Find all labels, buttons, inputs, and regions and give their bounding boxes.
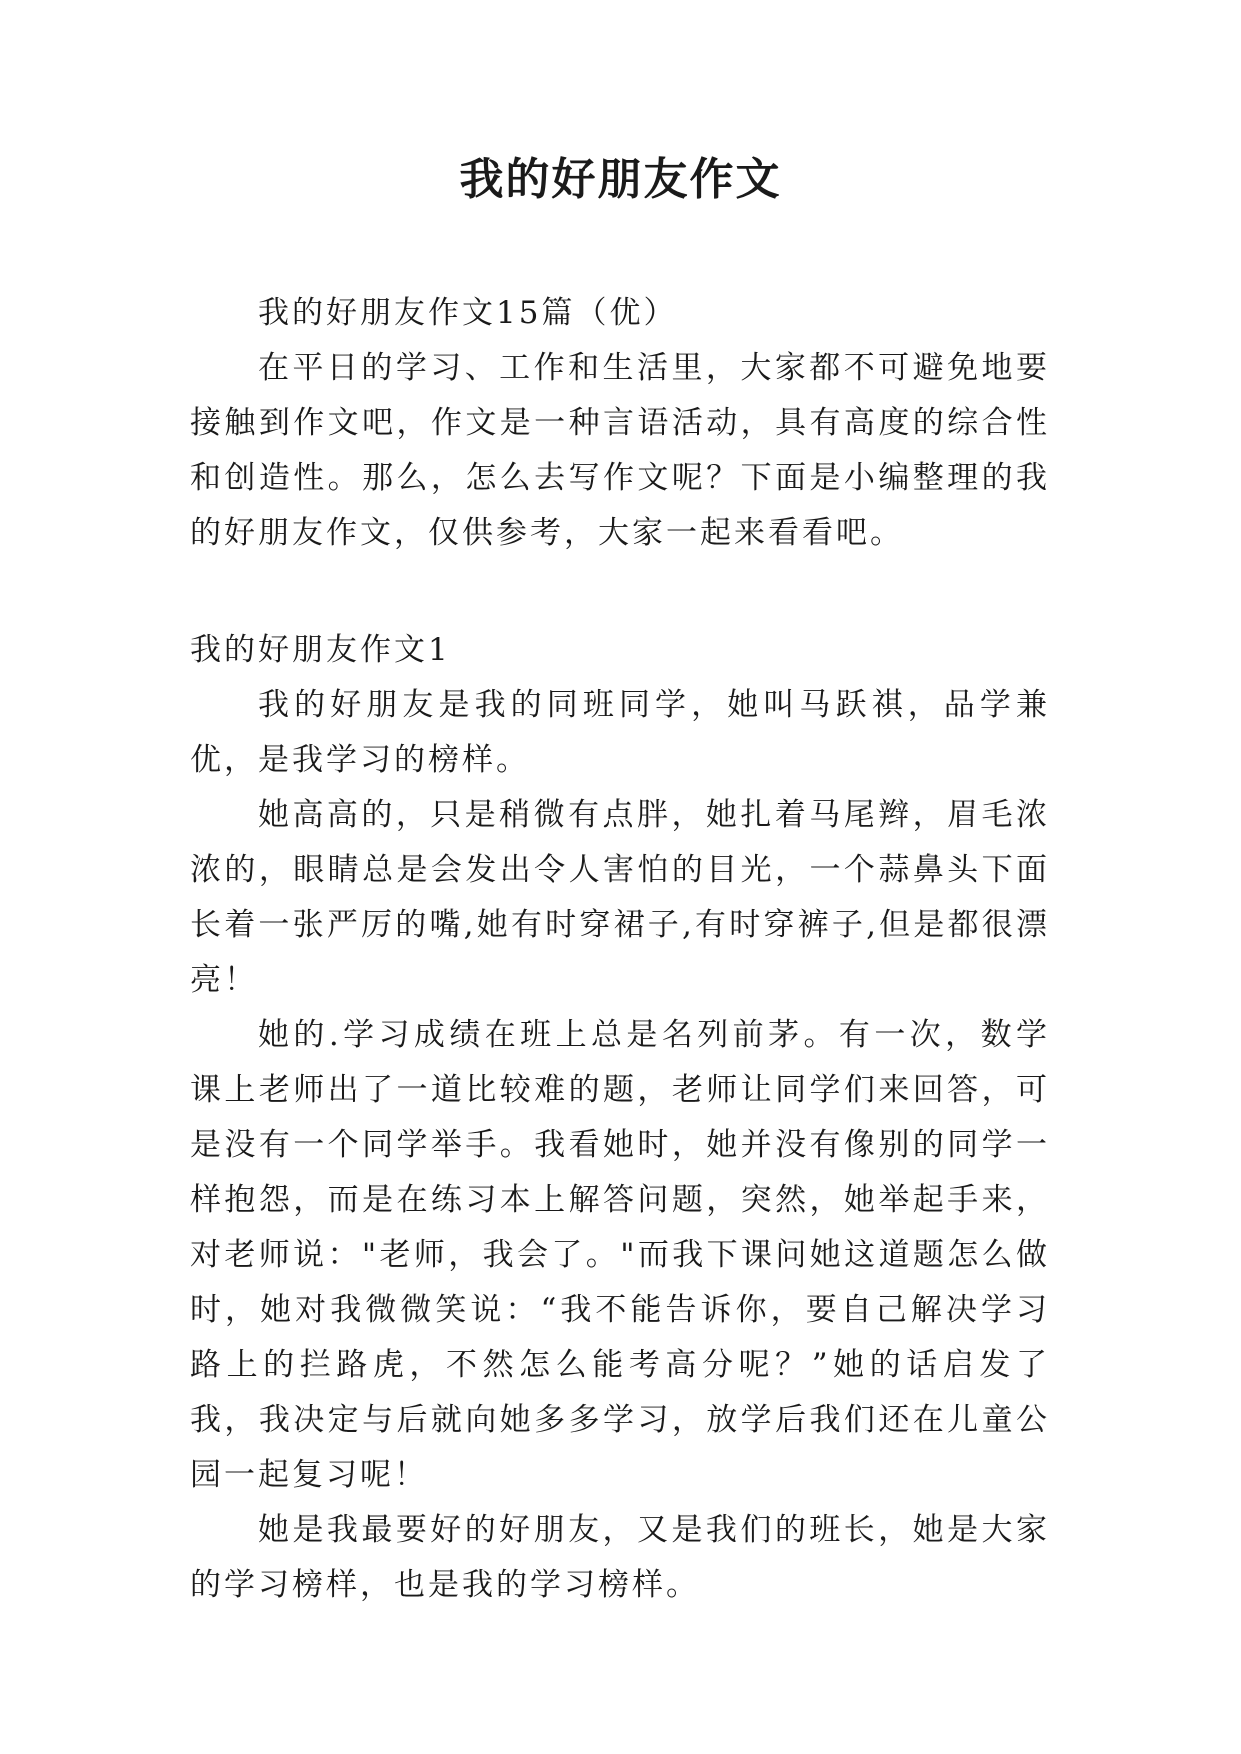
intro-paragraph: 在平日的学习、工作和生活里，大家都不可避免地要接触到作文吧，作文是一种言语活动，具有高度的综合性和创造性。那么，怎么去写作文呢？下面是小编整理的我的好朋友作文，仅供参考，大家一起来看看吧。 xyxy=(190,350,1050,551)
essay-paragraph: 我的好朋友是我的同班同学，她叫马跃祺，品学兼优，是我学习的榜样。 xyxy=(190,687,1050,778)
document-subtitle: 我的好朋友作文15篇（优） xyxy=(258,295,678,331)
section-spacer xyxy=(190,561,1050,623)
essay-paragraph: 她高高的，只是稍微有点胖，她扎着马尾辫，眉毛浓浓的，眼睛总是会发出令人害怕的目光，一个蒜鼻头下面长着一张严厉的嘴,她有时穿裙子,有时穿裤子,但是都很漂亮！ xyxy=(190,797,1050,998)
essay-paragraph: 她的.学习成绩在班上总是名列前茅。有一次，数学课上老师出了一道比较难的题，老师让同学们来回答，可是没有一个同学举手。我看她时，她并没有像别的同学一样抱怨，而是在练习本上解答问题，突然，她举起手来，对老师说："老师，我会了。"而我下课问她这道题怎么做时，她对我微微笑说：“我不能告诉你，要自己解决学习路上的拦路虎，不然怎么能考高分呢？”她的话启发了我，我决定与后就向她多多学习，放学后我们还在儿童公园一起复习呢！ xyxy=(190,1017,1050,1493)
essay-paragraph: 她是我最要好的好朋友，又是我们的班长，她是大家的学习榜样，也是我的学习榜样。 xyxy=(190,1512,1050,1603)
document-title: 我的好朋友作文 xyxy=(459,154,782,205)
document-body xyxy=(190,286,1050,1613)
section-heading: 我的好朋友作文1 xyxy=(190,632,451,668)
